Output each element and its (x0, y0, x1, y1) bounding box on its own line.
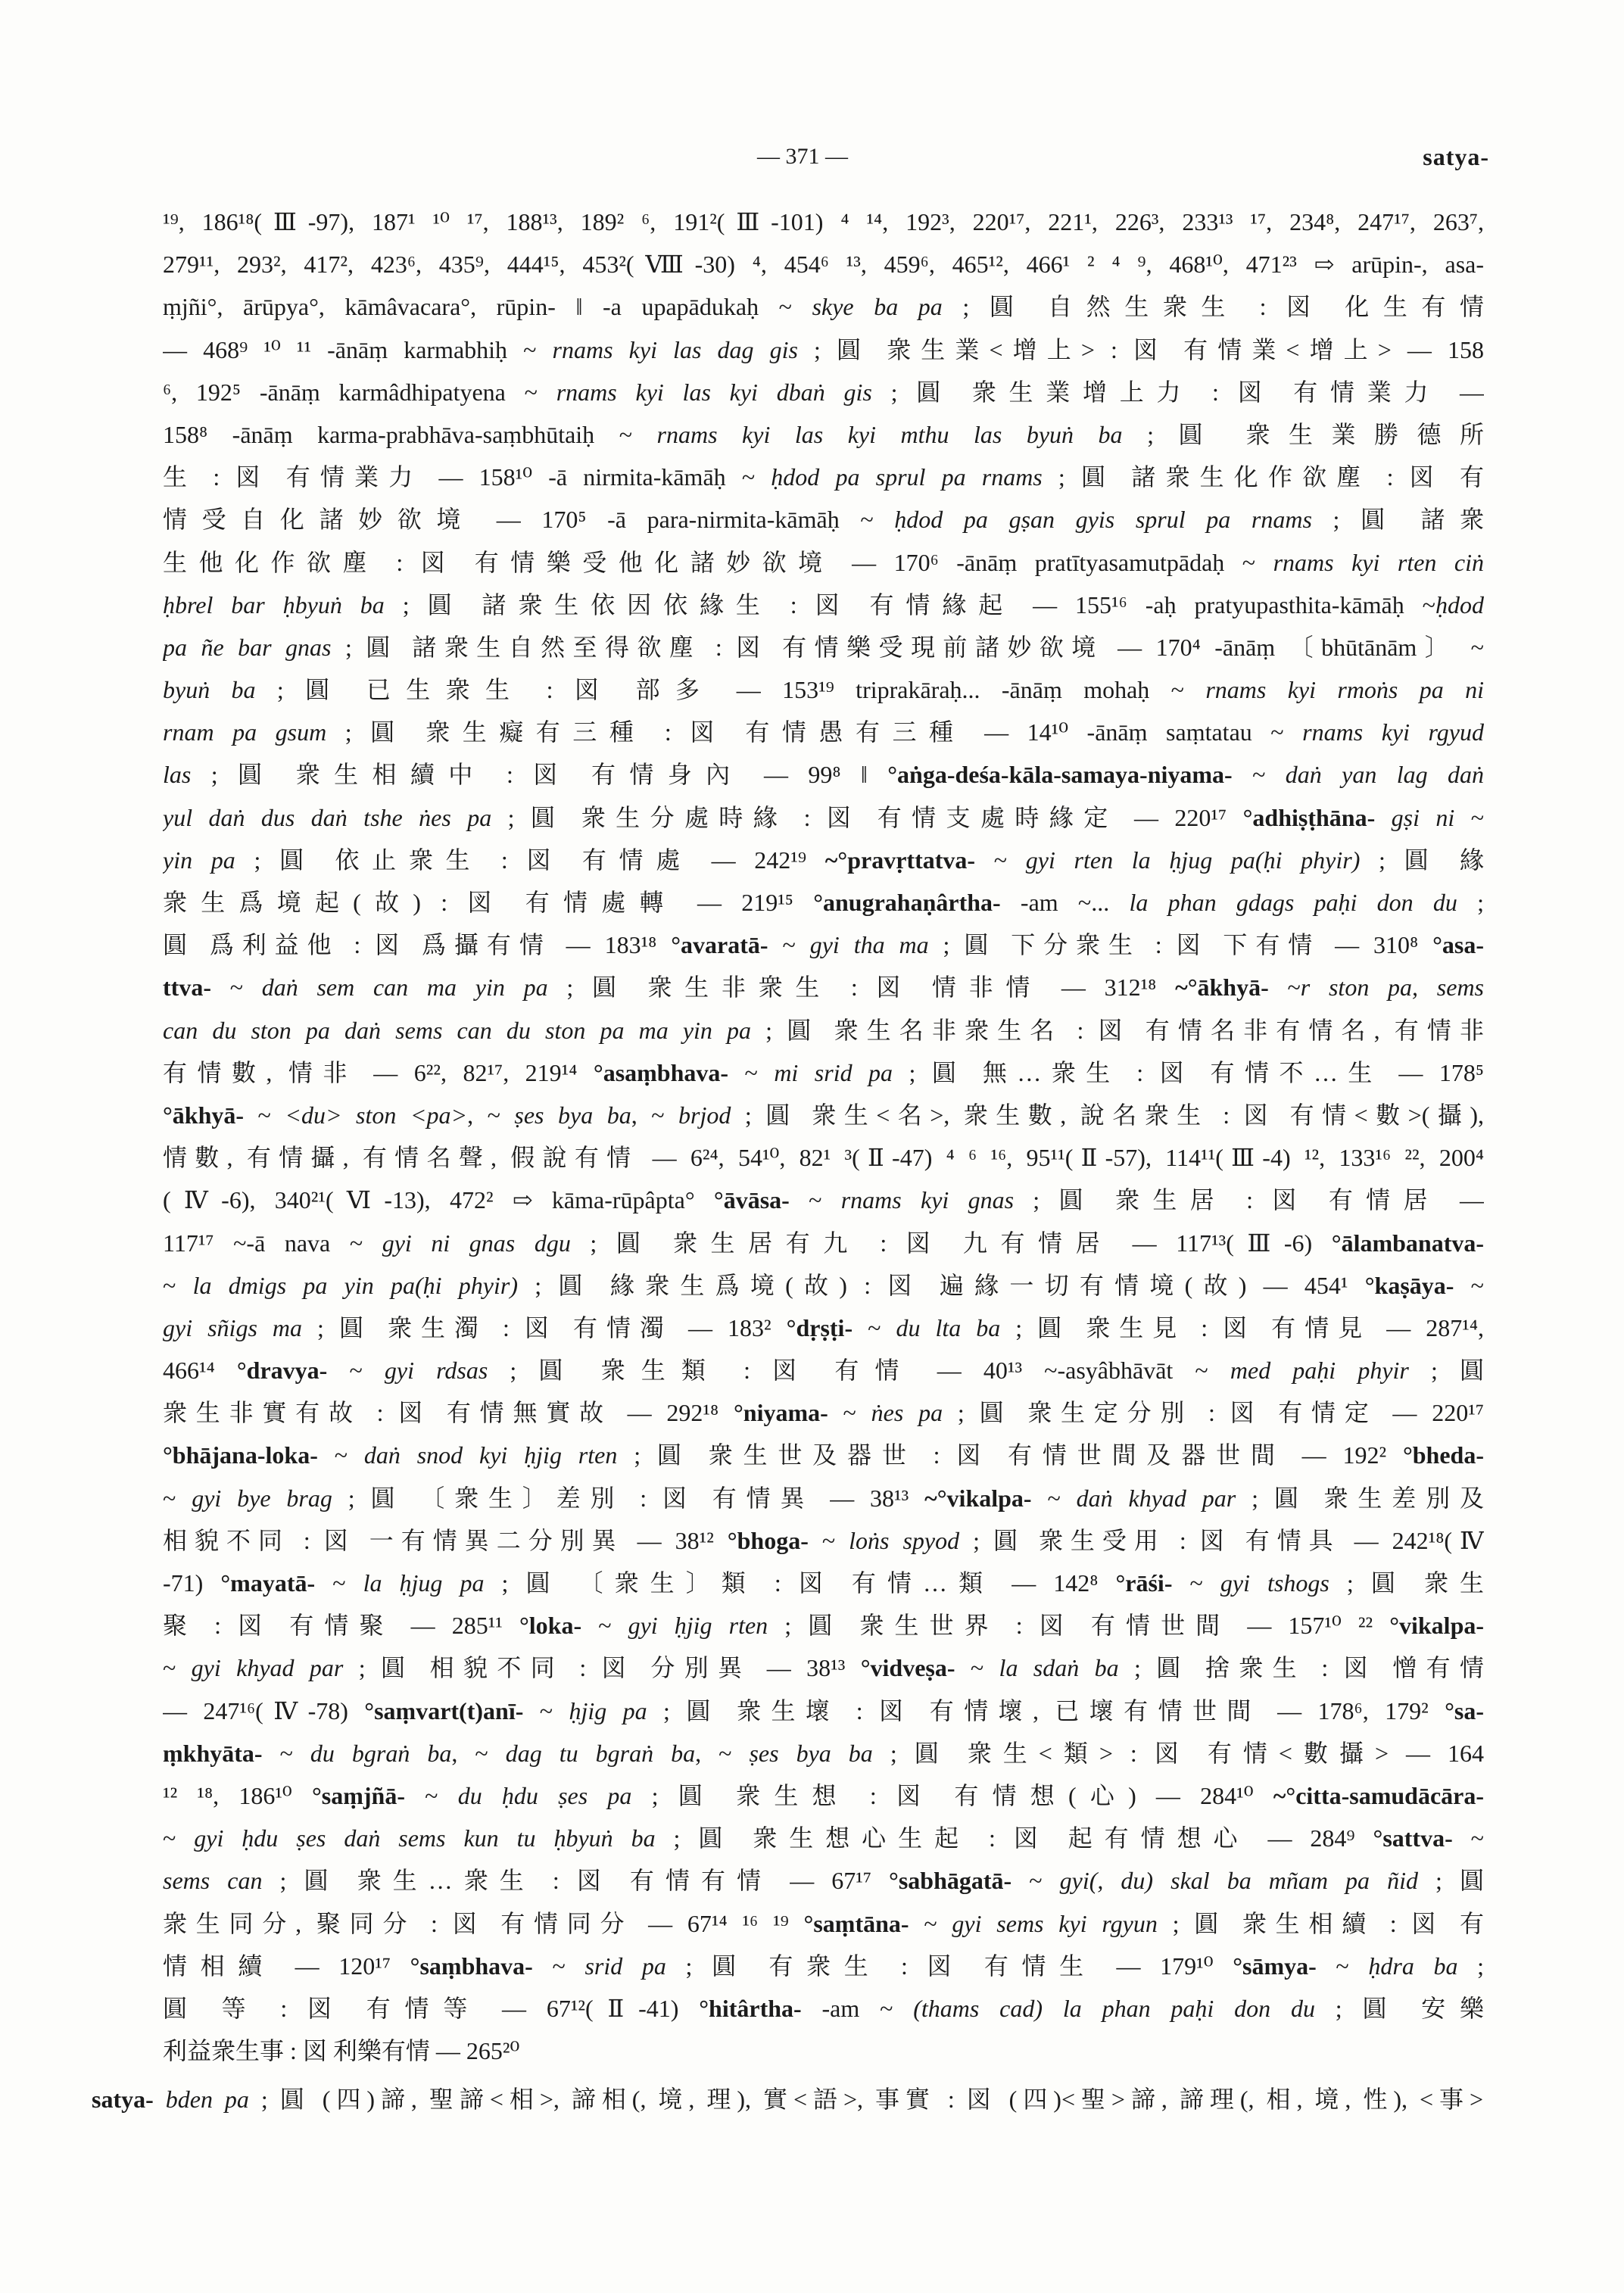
text-line (163, 1732, 1484, 1774)
entry-text: 聚 : 図 有情聚 — 285¹¹ (163, 1612, 519, 1640)
tibetan-equivalent: ḥdod pa gṣan gyis sprul pa rnams (894, 506, 1312, 534)
entry-text: ; 圓 衆生類 : 図 有情 — 40¹³ ~-asyâbhāvāt ~ (488, 1357, 1230, 1385)
headword: °bhoga- (727, 1526, 809, 1554)
headword: °saṃjñā- (311, 1781, 405, 1809)
page-number: — 371 — (757, 144, 848, 169)
entry-text: , ~ (451, 1739, 506, 1767)
entry-text: ; 圓 衆生業增上力 : 図 有情業力 — (871, 378, 1484, 406)
entry-text: ; 圓 衆生<名>, 衆生數, 說名衆生 : 図 有情<數>(攝), (731, 1101, 1484, 1129)
entry-text: ; 圓 緣 (1360, 846, 1484, 874)
entry-text: ~ (262, 1739, 310, 1767)
tibetan-equivalent: rnams kyi las dag gis (552, 335, 798, 363)
tibetan-equivalent: bden pa (165, 2086, 249, 2113)
entry-text: ~ (728, 1058, 775, 1086)
entry-text: 情相續 — 120¹⁷ (163, 1952, 410, 1980)
headword: °adhiṣṭhāna- (1242, 803, 1376, 831)
entry-text: ; 圓 捨衆生 : 図 憎有情 (1118, 1654, 1484, 1682)
tibetan-equivalent: loṅs spyod (849, 1526, 960, 1554)
entry-text: ~ (975, 846, 1026, 874)
entry-text: ; 圓 相貌不同 : 図 分別異 — 38¹³ (343, 1654, 861, 1682)
headword: °bhājana-loka- (163, 1441, 318, 1469)
tibetan-equivalent: can du ston pa daṅ sems can du ston pa ma yin pa (163, 1016, 752, 1044)
text-line (163, 1307, 1484, 1349)
headword: °anugrahaṇârtha- (813, 889, 1001, 916)
text-line (163, 1945, 1484, 1987)
headword: ṃkhyāta- (163, 1739, 263, 1767)
text-line (163, 1647, 1484, 1689)
text-line (163, 285, 1484, 328)
text-line (163, 201, 1484, 243)
entry-text: ~ (404, 1781, 458, 1809)
headword: °vikalpa- (1389, 1612, 1484, 1640)
entry-text: ~ (210, 974, 262, 1002)
entry-text: ~ (532, 1952, 585, 1980)
entry-text: ; 圓 衆生<類> : 図 有情<數攝> — 164 (872, 1739, 1484, 1767)
entry-text: ; 圓 衆生相續中 : 図 有情身內 — 99⁸ ‖ (191, 761, 888, 789)
headword: °asaṃbhava- (593, 1058, 729, 1086)
tibetan-equivalent: gyi sñigs ma (163, 1313, 303, 1341)
tibetan-equivalent: rnam pa gsum (163, 718, 327, 746)
entry-text: 有情數, 情非 — 6²², 82¹⁷, 219¹⁴ (163, 1058, 594, 1086)
entry-text: ~ (523, 1696, 569, 1724)
entry-text: ~ (853, 1313, 896, 1341)
tibetan-equivalent: rnams kyi rmoṅs pa ni (1205, 676, 1484, 704)
entry-text: ; 圓 諸衆生依因依緣生 : 図 有情緣起 — 155¹⁶ -aḥ pratyupasthita-kāmāḥ ~ (384, 590, 1435, 618)
text-line (163, 1519, 1484, 1562)
headword: °mayatā- (220, 1569, 316, 1597)
text-line (163, 1009, 1484, 1051)
text-line (163, 329, 1484, 371)
text-line (163, 243, 1484, 285)
headword: satya- (92, 2086, 154, 2113)
text-line (163, 1987, 1484, 2030)
entry-text: ; 圓 (四)諦, 聖諦<相>, 諦相(, 境, 理), 實<語>, 事實 : 図 (四)<聖>諦, 諦理(, 相, 境, 性), <事> (248, 2086, 1483, 2113)
headword: ~°vikalpa- (924, 1484, 1032, 1512)
headword: °sattva- (1373, 1824, 1453, 1852)
tibetan-equivalent: srid pa (584, 1952, 666, 1980)
tibetan-equivalent: rnams kyi gnas (840, 1186, 1015, 1214)
text-line (92, 2078, 1483, 2120)
entry-text: ; 圓 依止衆生 : 図 有情處 — 242¹⁹ (235, 846, 825, 874)
entry-text: ; 圓 自然生衆生 : 図 化生有情 (942, 293, 1484, 321)
entry-text: 279¹¹, 293², 417², 423⁶, 435⁹, 444¹⁵, 453²(Ⅷ-30) ⁴, 454⁶ ¹³, 459⁶, 465¹², 466¹ ² ⁴ ⁹, 468¹⁰, 471²³ ⇨ arūpin-, asa- (163, 251, 1484, 279)
headword: °rāśi- (1115, 1569, 1173, 1597)
tibetan-equivalent: du ḥdu ṣes pa (457, 1781, 632, 1809)
entry-text: ~ (1316, 1952, 1369, 1980)
entry-text: ; 圓 諸衆 (1311, 506, 1484, 534)
entry-text: ; 圓 有衆生 : 図 有情生 — 179¹⁰ (665, 1952, 1233, 1980)
entry-text: ; 圓 衆生世界 : 図 有情世間 — 157¹⁰ ²² (768, 1612, 1390, 1640)
headword: °dravya- (236, 1357, 328, 1385)
tibetan-equivalent: daṅ yan lag daṅ (1285, 761, 1484, 789)
entry-text: ~ (1232, 761, 1286, 789)
entry-text: ⁶, 192⁵ -ānāṃ karmâdhipatyena ~ (163, 378, 556, 406)
tibetan-equivalent: <du> ston <pa> (285, 1101, 468, 1129)
headword: °dṛṣṭi- (786, 1313, 853, 1341)
entry-text: (Ⅳ-6), 340²¹(Ⅵ-13), 472² ⇨ kāma-rūpâpta° (163, 1186, 714, 1214)
tibetan-equivalent: du bgraṅ ba (310, 1739, 452, 1767)
headword: °saṃbhava- (410, 1952, 533, 1980)
tibetan-equivalent: ṅes pa (871, 1399, 943, 1427)
text-line (163, 1690, 1484, 1732)
entry-text (1375, 804, 1391, 831)
entry-text: ~ (909, 1909, 952, 1937)
entry-text: ; 圓 衆生壞 : 図 有情壞, 已壞有情世間 — 178⁶, 179² (647, 1696, 1445, 1724)
entry-text: ; 圓 諸衆生化作欲塵 : 図 有 (1042, 463, 1484, 491)
text-line (163, 498, 1484, 541)
text-line (163, 668, 1484, 711)
text-line (163, 1051, 1484, 1094)
tibetan-equivalent: la dmigs pa yin pa(ḥi phyir) (192, 1271, 518, 1299)
text-line (163, 626, 1484, 668)
entry-text: ~ (808, 1526, 849, 1554)
entry-text: ; 圓 衆生相續 : 図 有 (1157, 1909, 1484, 1937)
headword: °loka- (519, 1612, 582, 1640)
text-line (163, 456, 1484, 498)
tibetan-equivalent: ḥdod (1435, 590, 1484, 618)
entry-text: — 247¹⁶(Ⅳ-78) (163, 1696, 365, 1724)
tibetan-equivalent: ṣes bya ba (514, 1101, 631, 1129)
headword: °aṅga-deśa-kāla-samaya-niyama- (887, 761, 1233, 789)
tibetan-equivalent: daṅ khyad par (1076, 1484, 1236, 1512)
tibetan-equivalent: rnams kyi rten ciṅ (1273, 548, 1484, 576)
text-line (163, 1264, 1484, 1307)
entry-text: 466¹⁴ (163, 1357, 237, 1385)
entry-text: ; 圓 衆生名非衆生名 : 図 有情名非有情名, 有情非 (751, 1016, 1484, 1044)
entry-text: ~ (317, 1441, 364, 1469)
text-line (163, 1179, 1484, 1221)
tibetan-equivalent: skye ba pa (812, 293, 943, 321)
tibetan-equivalent: (thams cad) la phan paḥi don du (913, 1994, 1315, 2022)
tibetan-equivalent: gyi tha ma (809, 931, 929, 959)
tibetan-equivalent: ḥdod pa sprul pa rnams (771, 463, 1043, 491)
tibetan-equivalent: gyi tshogs (1220, 1569, 1329, 1597)
tibetan-equivalent: gṣi ni (1391, 803, 1455, 831)
text-line (163, 1222, 1484, 1264)
tibetan-equivalent: byuṅ ba (163, 676, 256, 704)
entry-text: ; 圓 衆生居有九 : 図 九有情居 — 117¹³(Ⅲ-6) (570, 1229, 1332, 1257)
text-line (163, 2030, 1484, 2072)
headword: °sa- (1445, 1696, 1484, 1724)
entry-text: ; 圓 衆生受用 : 図 有情具 — 242¹⁸(Ⅳ (959, 1526, 1484, 1554)
entry-text: ~ (327, 1357, 385, 1385)
tibetan-equivalent: las (163, 761, 192, 789)
text-line (163, 1604, 1484, 1647)
entry-text: ~ (789, 1186, 841, 1214)
text-line (163, 1774, 1484, 1817)
headword: °ākhyā- (163, 1101, 245, 1129)
entry-text: ; 圓 衆生 (1329, 1569, 1484, 1597)
entry-text: 衆生同分, 聚同分 : 図 有情同分 — 67¹⁴ ¹⁶ ¹⁹ (163, 1909, 804, 1937)
headword: ~°ākhyā- (1175, 974, 1269, 1002)
headword: ttva- (163, 974, 211, 1002)
entry-text: 生他化作欲塵 : 図 有情樂受他化諸妙欲境 — 170⁶ -ānāṃ pratītyasamutpādaḥ ~ (163, 548, 1273, 576)
tibetan-equivalent: la phan gdags paḥi don du (1129, 889, 1457, 916)
entry-text: ; 圓 衆生業勝德所 (1122, 420, 1484, 448)
entry-text: ; (1457, 889, 1484, 916)
entry-text: ; 圓 衆生癡有三種 : 図 有情愚有三種 — 14¹⁰ -ānāṃ saṃtatau ~ (326, 718, 1303, 746)
entry-text: ~ (1268, 974, 1301, 1002)
tibetan-equivalent: ḥdra ba (1368, 1952, 1458, 1980)
text-line (163, 753, 1484, 796)
entry-text: ; 圓 衆生世及器世 : 図 有情世間及器世間 — 192² (617, 1441, 1403, 1469)
headword: °saṃvart(t)anī- (364, 1696, 524, 1724)
entry-text: ; 圓 衆生分處時緣 : 図 有情支處時緣定 — 220¹⁷ (491, 803, 1243, 831)
tibetan-equivalent: rnams kyi las kyi dbaṅ gis (556, 378, 872, 406)
entry-text: ~ (1454, 803, 1484, 831)
tibetan-equivalent: la sdaṅ ba (999, 1654, 1119, 1682)
tibetan-equivalent: ḥbrel bar ḥbyuṅ ba (163, 590, 385, 618)
text-line (163, 1349, 1484, 1391)
text-line (163, 1094, 1484, 1136)
tibetan-equivalent: rnams kyi rgyud (1302, 718, 1484, 746)
entry-text: -71) (163, 1569, 221, 1597)
entry-text (154, 2086, 166, 2113)
tibetan-equivalent: mi srid pa (774, 1058, 893, 1086)
text-line (163, 711, 1484, 753)
tibetan-equivalent: dag tu bgraṅ ba (505, 1739, 696, 1767)
tibetan-equivalent: la ḥjug pa (363, 1569, 485, 1597)
text-line (163, 1434, 1484, 1476)
tibetan-equivalent: gyi ḥjig rten (628, 1612, 768, 1640)
tibetan-equivalent: gyi sems kyi rgyun (952, 1909, 1158, 1937)
entry-text: 158⁸ -ānāṃ karma-prabhāva-saṃbhūtaiḥ ~ (163, 420, 657, 448)
entry-text: 相貌不同 : 図 一有情異二分別異 — 38¹² (163, 1526, 728, 1554)
tibetan-equivalent: med paḥi phyir (1230, 1357, 1409, 1385)
entry-text: ~ (1454, 1271, 1484, 1299)
entry-text: ~ (163, 1484, 192, 1512)
headword: °ālambanatva- (1331, 1229, 1484, 1257)
entry-text: ~ (163, 1271, 193, 1299)
text-line (163, 1859, 1484, 1902)
tibetan-equivalent: sems can (163, 1867, 263, 1895)
entry-text: ~ (1172, 1569, 1220, 1597)
entry-text: ~ (315, 1569, 363, 1597)
entry-text: ~ (163, 1654, 192, 1682)
text-line (163, 371, 1484, 413)
entry-text: ; 圓 衆生定分別 : 図 有情定 — 220¹⁷ (943, 1399, 1484, 1427)
entry-text: ; 圓 〔衆生〕類 : 図 有情…類 — 142⁸ (484, 1569, 1116, 1597)
text-line (163, 413, 1484, 456)
headword: °hitârtha- (699, 1994, 802, 2022)
tibetan-equivalent: gyi rdsas (384, 1357, 488, 1385)
headword: °kaṣāya- (1364, 1271, 1454, 1299)
entry-text: -am ~... (1000, 889, 1130, 916)
entry-text: 圓 等 : 図 有情等 — 67¹²(Ⅱ-41) (163, 1994, 700, 2022)
entry-text: ; 圓 衆生見 : 図 有情見 — 287¹⁴, (1000, 1313, 1484, 1341)
entry-text: ; 圓 諸衆生自然至得欲塵 : 図 有情樂受現前諸妙欲境 — 170⁴ -ānāṃ 〔bhūtānām〕 ~ (331, 633, 1484, 661)
entry-text: ~ (1452, 1824, 1484, 1852)
entry-text: ; 圓 〔衆生〕差別 : 図 有情異 — 38¹³ (332, 1484, 925, 1512)
headword: °sāmya- (1233, 1952, 1317, 1980)
entry-text: ṃjñi°, ārūpya°, kāmâvacara°, rūpin- ‖ -a upapādukaḥ ~ (163, 293, 812, 321)
tibetan-equivalent: gyi(, du) skal ba mñam pa ñid (1059, 1867, 1418, 1895)
entry-text: , ~ (467, 1101, 515, 1129)
headword: °sabhāgatā- (889, 1867, 1012, 1895)
headword: °asa- (1432, 931, 1484, 959)
entry-text: ~ (955, 1654, 999, 1682)
entry-text: ; (1457, 1952, 1484, 1980)
entry-text: ; 圓 衆生非衆生 : 図 情非情 — 312¹⁸ (547, 974, 1176, 1002)
entry-text: ; 圓 衆生…衆生 : 図 有情有情 — 67¹⁷ (262, 1867, 890, 1895)
entry-text: ; 圓 衆生差別及 (1236, 1484, 1484, 1512)
text-line (163, 1902, 1484, 1945)
entry-text: ; 圓 衆生想 : 図 有情想(心) — 284¹⁰ (631, 1781, 1273, 1809)
entry-text: 衆生爲境起(故) : 図 有情處轉 — 219¹⁵ (163, 889, 814, 916)
headword: °avaratā- (671, 931, 768, 959)
tibetan-equivalent: gyi rten la ḥjug pa(ḥi phyir) (1025, 846, 1361, 874)
text-line (163, 1391, 1484, 1434)
entry-text: ; 圓 已生衆生 : 図 部多 — 153¹⁹ triprakāraḥ... -ānāṃ mohaḥ ~ (255, 676, 1206, 704)
entry-text: , ~ (695, 1739, 750, 1767)
entry-text: ¹⁹, 186¹⁸(Ⅲ-97), 187¹ ¹⁰ ¹⁷, 188¹³, 189² ⁶, 191²(Ⅲ-101) ⁴ ¹⁴, 192³, 220¹⁷, 221¹, 226³, 233¹³ ¹⁷, 234⁸, 247¹⁷, 263⁷, (163, 208, 1484, 235)
tibetan-equivalent: gyi khyad par (191, 1654, 344, 1682)
tibetan-equivalent: pa ñe bar gnas (163, 633, 332, 661)
text-line (163, 1817, 1484, 1859)
entry-text: ~ (244, 1101, 285, 1129)
headword: °āvāsa- (713, 1186, 790, 1214)
entry-text: 圓 爲利益他 : 図 爲攝有情 — 183¹⁸ (163, 931, 672, 959)
entry-text: ~ (1031, 1484, 1077, 1512)
entry-text: ~ (828, 1399, 871, 1427)
tibetan-equivalent: r ston pa, sems (1300, 974, 1484, 1002)
text-line (163, 1136, 1484, 1179)
entry-text: ~ (581, 1612, 628, 1640)
tibetan-equivalent: daṅ snod kyi ḥjig rten (363, 1441, 618, 1469)
entry-text: -am ~ (801, 1994, 914, 2022)
headword: °niyama- (733, 1399, 828, 1427)
headword: °saṃtāna- (803, 1909, 909, 1937)
text-line (163, 796, 1484, 839)
tibetan-equivalent: du lta ba (896, 1313, 1001, 1341)
entry-text: ; 圓 衆生業<增上> : 図 有情業<增上> — 158 (797, 335, 1484, 363)
entry-text: ¹² ¹⁸, 186¹⁰ (163, 1781, 312, 1809)
entry-text: ; 圓 下分衆生 : 図 下有情 — 310⁸ (928, 931, 1433, 959)
entry-text: 利益衆生事 : 図 利樂有情 — 265²⁰ (163, 2037, 520, 2065)
tibetan-equivalent: ḥjig pa (569, 1696, 647, 1724)
text-line (163, 839, 1484, 881)
running-head: satya- (1423, 143, 1489, 170)
text-line (163, 924, 1484, 966)
entry-text: ; 圓 安樂 (1314, 1994, 1484, 2022)
text-line (163, 1477, 1484, 1519)
next-entry (92, 2078, 1483, 2120)
tibetan-equivalent: gyi bye brag (192, 1484, 332, 1512)
headword: ~°pravṛttatva- (824, 846, 976, 874)
entry-text: ~ (768, 931, 810, 959)
entry-text: ; 圓 衆生居 : 図 有情居 — (1014, 1186, 1484, 1214)
entry-text: 117¹⁷ ~-ā nava ~ (163, 1229, 382, 1257)
entry-text: 生 : 図 有情業力 — 158¹⁰ -ā nirmita-kāmāḥ ~ (163, 463, 771, 491)
tibetan-equivalent: yul daṅ dus daṅ tshe ṅes pa (163, 803, 492, 831)
entry-text: — 468⁹ ¹⁰ ¹¹ -ānāṃ karmabhiḥ ~ (163, 335, 553, 363)
entry-text: ; 圓 緣衆生爲境(故) : 図 遍緣一切有情境(故) — 454¹ (518, 1271, 1365, 1299)
text-line (163, 966, 1484, 1008)
tibetan-equivalent: gyi ni gnas dgu (382, 1229, 571, 1257)
entry-text: ; 圓 衆生濁 : 図 有情濁 — 183² (302, 1313, 787, 1341)
entry-text: ; 圓 無…衆生 : 図 有情不…生 — 178⁵ (893, 1058, 1484, 1086)
tibetan-equivalent: gyi ḥdu ṣes daṅ sems kun tu ḥbyuṅ ba (194, 1824, 656, 1852)
tibetan-equivalent: rnams kyi las kyi mthu las byuṅ ba (656, 420, 1123, 448)
entry-text: ; 圓 (1418, 1867, 1484, 1895)
entry-text: 情數, 有情攝, 有情名聲, 假說有情 — 6²⁴, 54¹⁰, 82¹ ³(Ⅱ-47) ⁴ ⁶ ¹⁶, 95¹¹(Ⅱ-57), 114¹¹(Ⅲ-4) ¹², 133¹⁶ ²², 200⁴ (163, 1144, 1484, 1172)
tibetan-equivalent: brjod (678, 1101, 731, 1129)
text-line (163, 1562, 1484, 1604)
tibetan-equivalent: yin pa (163, 846, 235, 874)
text-line (163, 584, 1484, 626)
entry-text: ~ (163, 1824, 195, 1852)
headword: °bheda- (1402, 1441, 1484, 1469)
tibetan-equivalent: daṅ sem can ma yin pa (261, 974, 548, 1002)
entry-body (163, 201, 1484, 2072)
entry-text: ~ (1011, 1867, 1060, 1895)
entry-text: 衆生非實有故 : 図 有情無實故 — 292¹⁸ (163, 1399, 734, 1427)
entry-text: ; 圓 (1408, 1357, 1484, 1385)
text-line (163, 541, 1484, 584)
headword: °vidveṣa- (860, 1654, 955, 1682)
entry-text: , ~ (631, 1101, 679, 1129)
text-line (163, 881, 1484, 924)
tibetan-equivalent: ṣes bya ba (749, 1739, 873, 1767)
entry-text: ; 圓 衆生想心生起 : 図 起有情想心 — 284⁹ (655, 1824, 1373, 1852)
headword: ~°citta-samudācāra- (1273, 1781, 1484, 1809)
entry-text: 情受自化諸妙欲境 — 170⁵ -ā para-nirmita-kāmāḥ ~ (163, 506, 895, 534)
